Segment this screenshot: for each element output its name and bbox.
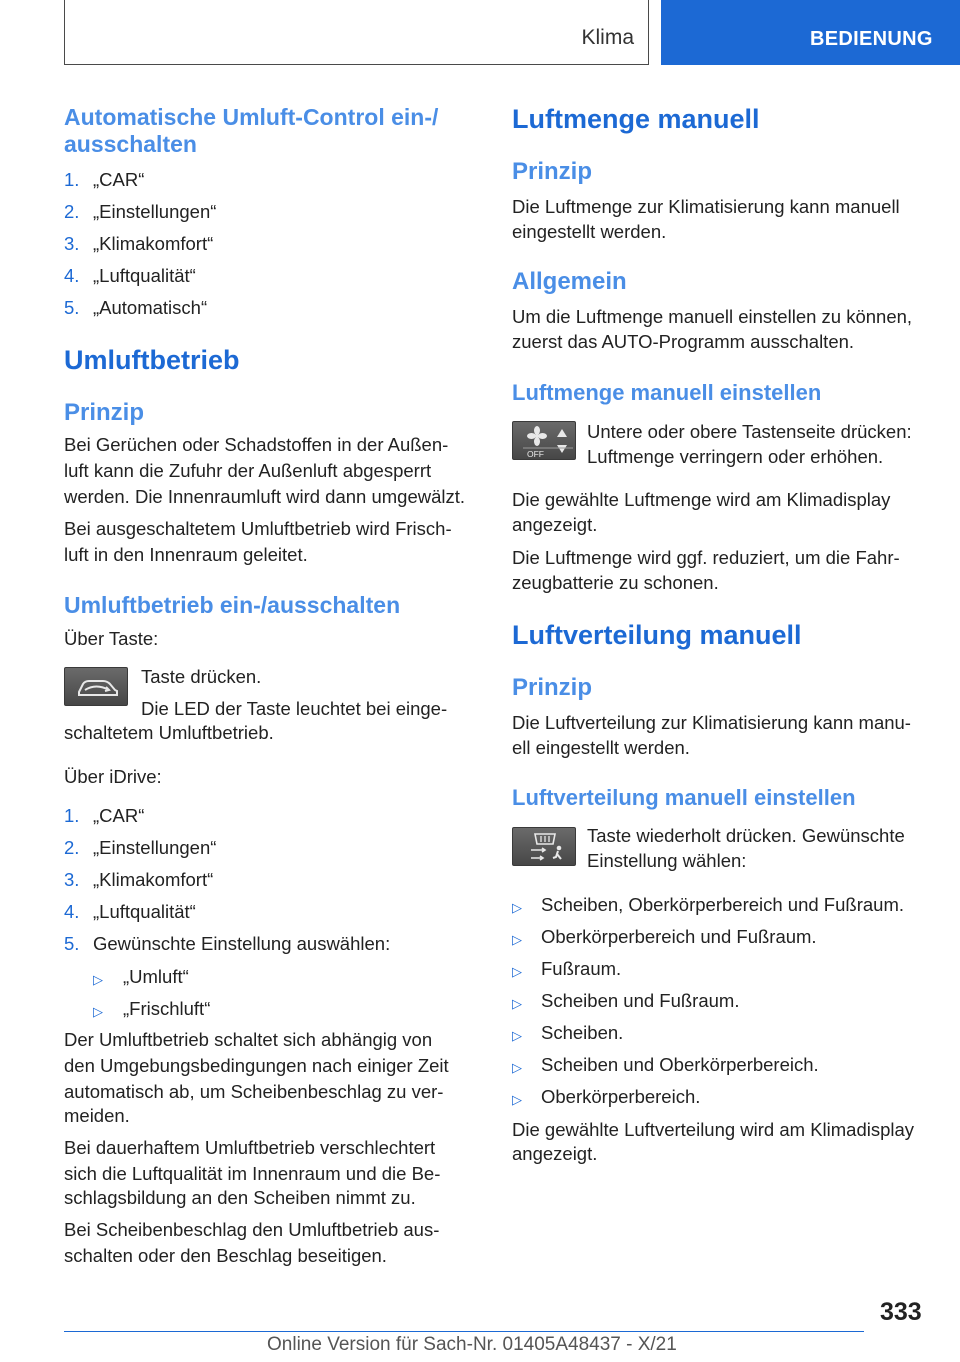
luftmenge-title: Luftmenge manuell	[512, 104, 760, 134]
paragraph-line: eingestellt werden.	[512, 221, 667, 242]
luftverteilung-title: Luftverteilung manuell	[512, 620, 802, 650]
luftmenge-prinzip-title: Prinzip	[512, 158, 593, 185]
paragraph-line: luft in den Innenraum geleitet.	[64, 544, 308, 565]
footer-divider	[64, 1331, 864, 1332]
recirculation-button-image	[64, 667, 128, 706]
luftmenge-allgemein-title: Allgemein	[512, 268, 627, 295]
paragraph-line: angezeigt.	[512, 1143, 598, 1164]
paragraph-line: Der Umluftbetrieb schaltet sich abhängig von	[64, 1029, 433, 1050]
page-number: 333	[880, 1298, 922, 1326]
paragraph-line: Die Luftmenge zur Klimatisierung kann manuell	[512, 196, 900, 217]
paragraph-line: Taste wiederholt drücken. Gewünschte	[587, 825, 905, 846]
paragraph-line: Um die Luftmenge manuell einstellen zu können,	[512, 306, 913, 327]
paragraph-line: ell eingestellt werden.	[512, 737, 690, 758]
header-chapter-title: BEDIENUNG	[810, 28, 933, 50]
umluft-control-title-line-2: ausschalten	[64, 131, 197, 157]
paragraph-line: schalten oder den Beschlag beseitigen.	[64, 1245, 387, 1266]
paragraph-line: Die Luftmenge wird ggf. reduziert, um die Fahr-	[512, 547, 900, 568]
header-frame	[64, 0, 649, 65]
paragraph-line: Die gewählte Luftverteilung wird am Klimadisplay	[512, 1119, 915, 1140]
ueber-idrive-label: Über iDrive:	[64, 766, 162, 787]
led-text-line-1: Die LED der Taste leuchtet bei einge-	[141, 698, 448, 719]
umluftbetrieb-title: Umluftbetrieb	[64, 345, 240, 375]
paragraph-line: zeugbatterie zu schonen.	[512, 572, 719, 593]
paragraph-line: werden. Die Innenraumluft wird dann umgewälzt.	[64, 486, 466, 507]
paragraph-line: Die gewählte Luftmenge wird am Klimadisplay	[512, 489, 891, 510]
paragraph-line: automatisch ab, um Scheibenbeschlag zu ver-	[64, 1081, 444, 1102]
paragraph-line: zuerst das AUTO-Programm ausschalten.	[512, 331, 855, 352]
paragraph-line: meiden.	[64, 1105, 130, 1126]
paragraph-line: angezeigt.	[512, 514, 598, 535]
air-distribution-icon	[513, 828, 577, 867]
paragraph-line: Bei Scheibenbeschlag den Umluftbetrieb aus-	[64, 1219, 440, 1240]
umluftbetrieb-einaus-title: Umluftbetrieb ein-/ausschalten	[64, 592, 401, 618]
paragraph-line: den Umgebungsbedingungen nach einiger Zeit	[64, 1055, 449, 1076]
paragraph-line: Bei Gerüchen oder Schadstoffen in der Außen-	[64, 434, 449, 455]
luftmenge-einstellen-title: Luftmenge manuell einstellen	[512, 380, 822, 405]
taste-druecken-text: Taste drücken.	[141, 666, 262, 687]
fan-speed-button-image	[512, 421, 576, 460]
footer-online-version: Online Version für Sach-Nr. 01405A48437 - X/21	[267, 1334, 677, 1355]
umluft-control-title-line-1: Automatische Umluft-Control ein-/	[64, 104, 439, 130]
paragraph-line: Luftmenge verringern oder erhöhen.	[587, 446, 884, 467]
paragraph-line: Bei ausgeschaltetem Umluftbetrieb wird Frisch-	[64, 518, 452, 539]
umluftbetrieb-prinzip-title: Prinzip	[64, 399, 145, 426]
recirculation-car-icon	[65, 668, 129, 707]
off-label: OFF	[527, 449, 544, 459]
paragraph-line: Untere oder obere Tastenseite drücken:	[587, 421, 912, 442]
paragraph-line: Bei dauerhaftem Umluftbetrieb verschlechtert	[64, 1137, 436, 1158]
luftverteilung-prinzip-title: Prinzip	[512, 674, 593, 701]
paragraph-line: schlagsbildung an den Scheiben nimmt zu.	[64, 1187, 416, 1208]
ueber-taste-label: Über Taste:	[64, 628, 159, 649]
header-section-title: Klima	[581, 26, 634, 49]
led-text-line-2: schaltetem Umluftbetrieb.	[64, 722, 274, 743]
fan-icon	[513, 422, 577, 461]
paragraph-line: luft kann die Zufuhr der Außenluft abgesperrt	[64, 460, 432, 481]
paragraph-line: sich die Luftqualität im Innenraum und die Be-	[64, 1163, 441, 1184]
air-distribution-button-image	[512, 827, 576, 866]
luftverteilung-einstellen-title: Luftverteilung manuell einstellen	[512, 785, 856, 810]
paragraph-line: Die Luftverteilung zur Klimatisierung kann manu-	[512, 712, 911, 733]
paragraph-line: Einstellung wählen:	[587, 850, 747, 871]
